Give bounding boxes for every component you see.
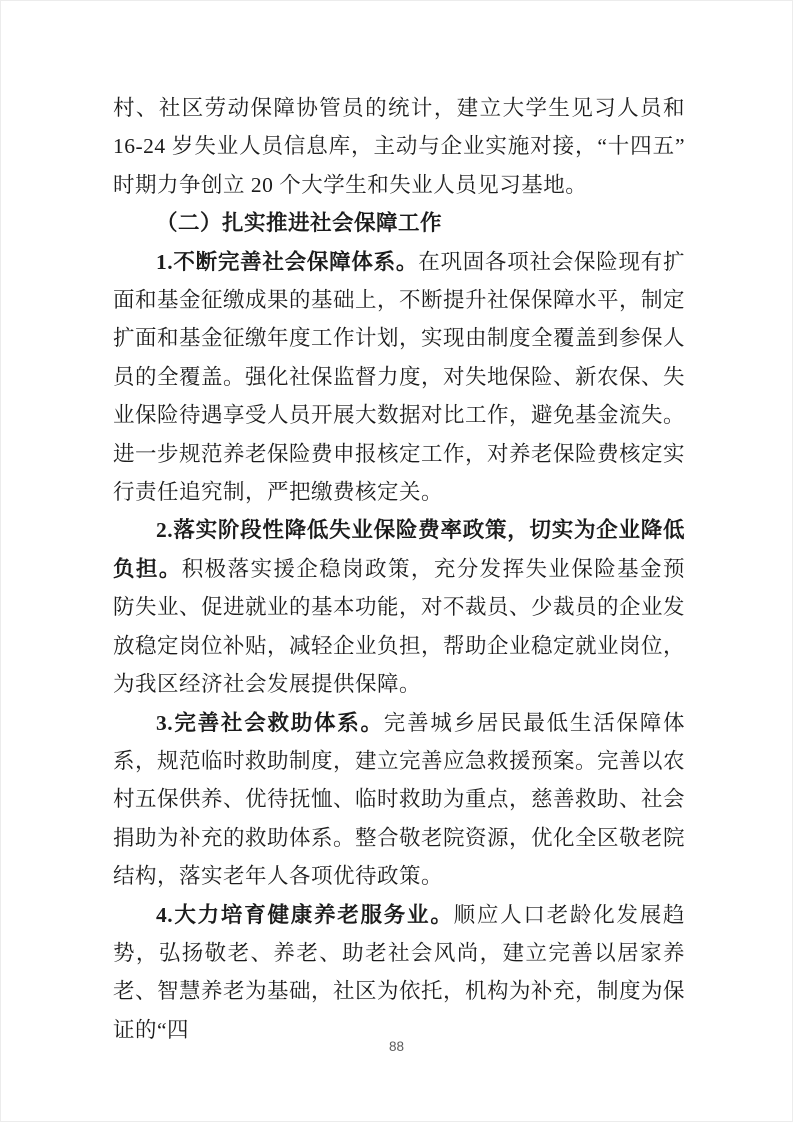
text-content [113,89,685,1049]
paragraph-3-body: 完善城乡居民最低生活保障体系，规范临时救助制度，建立完善应急救援预案。完善以农村五保供养、优待抚恤、临时救助为重点，慈善救助、社会捐助为补充的救助体系。整合敬老院资源，优化全区敬老院结构，落实老年人各项优待政策。 [113,710,686,889]
paragraph-4-lead: 4.大力培育健康养老服务业。 [156,902,454,927]
paragraph-1-body: 在巩固各项社会保险现有扩面和基金征缴成果的基础上，不断提升社保保障水平，制定扩面和基金征缴年度工作计划，实现由制度全覆盖到参保人员的全覆盖。强化社保监督力度，对失地保险、新农保、失业保险待遇享受人员开展大数据对比工作，避免基金流失。进一步规范养老保险费申报核定工作，对养老保险费核定实行责任追究制，严把缴费核定关。 [113,249,686,505]
continuation-paragraph: 村、社区劳动保障协管员的统计，建立大学生见习人员和 16-24 岁失业人员信息库，主动与企业实施对接，“十四五”时期力争创立 20 个大学生和失业人员见习基地。 [113,96,685,197]
paragraph-2-lead: 2.落实阶段性降低失业保险费率政策，切实为企业降低负担。 [113,518,685,581]
paragraph-4 [113,896,685,1050]
paragraph-1-lead: 1.不断完善社会保障体系。 [156,249,419,274]
paragraph-3-lead: 3.完善社会救助体系。 [156,710,384,735]
section-heading: （二）扎实推进社会保障工作 [156,211,443,236]
paragraph-4-body: 顺应人口老龄化发展趋势，弘扬敬老、养老、助老社会风尚，建立完善以居家养老、智慧养老为基础，社区为依托，机构为补充，制度为保证的“四 [113,902,686,1042]
paragraph-2-body: 积极落实援企稳岗政策，充分发挥失业保险基金预防失业、促进就业的基本功能，对不裁员、少裁员的企业发放稳定岗位补贴，减轻企业负担，帮助企业稳定就业岗位，为我区经济社会发展提供保障。 [113,556,686,697]
paragraph-1 [113,243,685,512]
paragraph-2 [113,511,685,703]
paragraph-3 [113,704,685,896]
page-number: 88 [388,1039,405,1054]
